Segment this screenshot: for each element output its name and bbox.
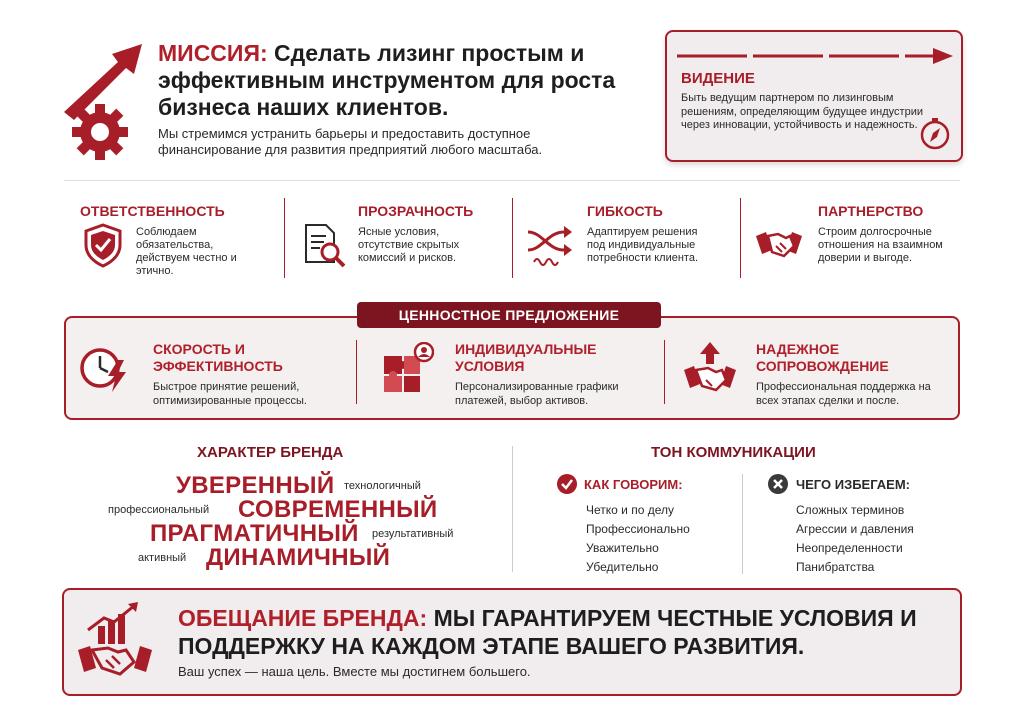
- vp-title-support: [756, 341, 889, 375]
- brand-promise-subtitle: Ваш успех — наша цель. Вместе мы достигнем большего.: [178, 664, 531, 679]
- value-text-transparency: Ясные условия, отсутствие скрытых комиссий и рисков.: [358, 226, 460, 264]
- value-separator: [284, 198, 285, 278]
- vp-separator: [664, 340, 665, 404]
- tone-do-item: Убедительно: [586, 560, 659, 574]
- vp-separator: [356, 340, 357, 404]
- handshake-arrow-icon: [684, 342, 736, 394]
- compass-icon: [919, 118, 951, 150]
- tone-do-title: КАК ГОВОРИМ:: [584, 477, 683, 492]
- divider: [64, 180, 960, 181]
- value-title-flexibility: ГИБКОСТЬ: [587, 203, 663, 219]
- tone-title: ТОН КОММУНИКАЦИИ: [651, 444, 816, 461]
- handshake-chart-icon: [78, 602, 152, 678]
- dashed-arrow-icon: [677, 46, 955, 66]
- value-text-partnership: Строим долгосрочные отношения на взаимном доверии и выгоде.: [818, 226, 943, 264]
- clock-lightning-icon: [78, 342, 130, 394]
- value-title-transparency: ПРОЗРАЧНОСТЬ: [358, 203, 474, 219]
- tone-do-item: Четко и по делу: [586, 503, 674, 517]
- value-separator: [512, 198, 513, 278]
- trait-dynamic: ДИНАМИЧНЫЙ: [206, 544, 391, 571]
- mission-title: [158, 40, 648, 121]
- shield-check-icon: [80, 222, 126, 268]
- tone-separator: [742, 474, 743, 574]
- vp-title-speed: [153, 341, 283, 375]
- trait-modern: СОВРЕМЕННЫЙ: [238, 496, 438, 523]
- vision-text: Быть ведущим партнером по лизинговым решениям, определяющим будущее индустрии через инновации, устойчивость и надежность.: [681, 92, 923, 131]
- document-magnifier-icon: [302, 222, 348, 268]
- vp-title-support-line1: НАДЕЖНОЕ: [756, 341, 840, 357]
- trait-results-driven: результативный: [372, 528, 454, 540]
- check-circle-icon: [556, 473, 578, 495]
- tone-avoid-item: Агрессии и давления: [796, 522, 914, 536]
- vp-text-support: Профессиональная поддержка на всех этапах сделки и после.: [756, 381, 931, 407]
- handshake-icon: [756, 222, 802, 268]
- mission-text: Сделать лизинг простым и эффективным инструментом для роста бизнеса наших клиентов.: [158, 40, 616, 120]
- x-circle-icon: [767, 473, 789, 495]
- puzzle-person-icon: [382, 342, 434, 394]
- trait-active: активный: [138, 552, 187, 564]
- crossing-arrows-spring-icon: [526, 222, 572, 268]
- value-proposition-banner: ЦЕННОСТНОЕ ПРЕДЛОЖЕНИЕ: [357, 302, 661, 328]
- vp-title-individual-line1: ИНДИВИДУАЛЬНЫЕ: [455, 341, 597, 357]
- vp-title-support-line2: СОПРОВОЖДЕНИЕ: [756, 358, 889, 374]
- brand-promise-title: [178, 604, 958, 660]
- mission-label: МИССИЯ:: [158, 40, 268, 66]
- vision-card: [665, 30, 963, 162]
- value-title-responsibility: ОТВЕТСТВЕННОСТЬ: [80, 203, 225, 219]
- vp-title-individual-line2: УСЛОВИЯ: [455, 358, 525, 374]
- section-separator: [512, 446, 513, 572]
- value-text-flexibility: Адаптируем решения под индивидуальные потребности клиента.: [587, 226, 698, 264]
- tone-avoid-item: Сложных терминов: [796, 503, 905, 517]
- vp-title-individual: [455, 341, 597, 375]
- vp-text-individual: Персонализированные графики платежей, выбор активов.: [455, 381, 619, 407]
- vp-text-speed: Быстрое принятие решений, оптимизированные процессы.: [153, 381, 307, 407]
- value-separator: [740, 198, 741, 278]
- trait-pragmatic: ПРАГМАТИЧНЫЙ: [150, 520, 359, 547]
- tone-avoid-item: Неопределенности: [796, 541, 903, 555]
- value-text-responsibility: Соблюдаем обязательства, действуем честно и этично.: [136, 226, 237, 277]
- vision-title: ВИДЕНИЕ: [681, 70, 755, 87]
- growth-arrow-gear-icon: [62, 40, 152, 165]
- tone-do-item: Профессионально: [586, 522, 690, 536]
- tone-avoid-title: ЧЕГО ИЗБЕГАЕМ:: [796, 477, 910, 492]
- trait-confident: УВЕРЕННЫЙ: [176, 472, 335, 499]
- brand-character-title: ХАРАКТЕР БРЕНДА: [197, 444, 344, 461]
- tone-avoid-item: Панибратства: [796, 560, 875, 574]
- trait-professional: профессиональный: [108, 504, 210, 516]
- tone-do-item: Уважительно: [586, 541, 659, 555]
- trait-technological: технологичный: [344, 480, 421, 492]
- value-title-partnership: ПАРТНЕРСТВО: [818, 203, 924, 219]
- brand-promise-label: ОБЕЩАНИЕ БРЕНДА:: [178, 605, 428, 631]
- vp-title-speed-line2: ЭФФЕКТИВНОСТЬ: [153, 358, 283, 374]
- vp-title-speed-line1: СКОРОСТЬ И: [153, 341, 245, 357]
- mission-subtitle: Мы стремимся устранить барьеры и предоставить доступное финансирование для развития предприятий любого масштаба.: [158, 126, 543, 157]
- brand-promise-text: МЫ ГАРАНТИРУЕМ ЧЕСТНЫЕ УСЛОВИЯ И ПОДДЕРЖКУ НА КАЖДОМ ЭТАПЕ ВАШЕГО РАЗВИТИЯ.: [178, 605, 917, 659]
